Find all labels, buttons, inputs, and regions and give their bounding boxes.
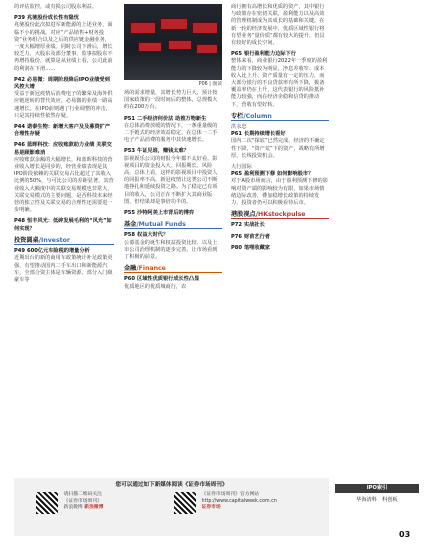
page-ref: P61: [231, 131, 243, 138]
page-ref: P44: [14, 124, 26, 131]
article-entry[interactable]: [14, 77, 114, 120]
qr-code-icon: [36, 492, 58, 514]
article-entry[interactable]: [231, 245, 329, 252]
page-ref: P65: [231, 171, 243, 178]
stock-board-screen: [168, 40, 192, 50]
article-title: 蓝晖科技：应收账款助力业绩 关联交易是顾影难消: [14, 142, 112, 156]
ipo-index-names: 华海清科 科创板: [356, 497, 398, 503]
article-entry[interactable]: [231, 234, 329, 241]
article-title: 必易微：周期阶段降后IPO业绩受到风控大增: [14, 76, 110, 91]
article-summary: 近期出台的新的商用车政策统计补足政策更强，有望推动国内二手车出口和新能源汽车，全部合资主体是车辆资源，部分入门级豪车等: [14, 255, 113, 283]
article-entry[interactable]: [231, 222, 329, 229]
article-entry[interactable]: [14, 142, 114, 214]
article-title: 兆驰股份成长性有隐忧: [27, 15, 79, 22]
article-title: 600亿元车险税的增量分析: [27, 248, 90, 255]
article-summary: 国内二次“探底”已然完成，经济的不确定性下降，“资产荒”下的资产，战略有所增厚，长线投资机会。: [231, 138, 325, 159]
page-ref: P42: [14, 76, 26, 83]
article-title: 沙特阿美上市背后的博弈: [137, 210, 195, 217]
website-label: 《证券市场周刊》官方网站: [201, 492, 260, 497]
author-name: 洪永忠: [231, 124, 247, 131]
stock-board-screen: [130, 22, 156, 34]
column-right: [231, 4, 329, 256]
ipo-index-band: IPO索引: [335, 484, 419, 493]
qr-code-icon: [174, 492, 196, 514]
lead-text: 场的需求增量，其增长势力巨大，预计按国家政策的一段时间后的整体，总规模大约在200万台。: [124, 90, 218, 111]
article-entry[interactable]: [124, 148, 222, 206]
article-summary: 优质地区的优质城商行，农: [124, 283, 187, 290]
article-summary: 对于A股市场而言，由于盈利预测下修的影响对资产端的影响较为有限，如果市场情绪边际改善，叠加稳增长政策的持续发力，投资者仍可以积极看待后市。: [231, 178, 328, 207]
article-title: 区域性优质银行成长性凸显: [137, 276, 200, 283]
weibo-block: [36, 492, 146, 514]
article-summary: 影视娱乐公司的财报今年都不太好看。影视项目的资金投入大、回报期长、风险高，总体上看，这样的影视项目中投资人的回报率不高，新冠疫情让这类公司不断地挣扎和延续投资之路。为了稳定已有项目的收入，公司正在不断扩大其商业版图，但结果却是事倍功半的。: [124, 155, 218, 205]
article-title: 诺泰生物：新增大客户及及募资扩产合理性存疑: [14, 124, 111, 138]
intro-text: 的评估监控，或有损公司股东利益。: [14, 4, 98, 10]
weibo-line-3: 新浪微博: [63, 505, 83, 511]
page-ref: P58: [124, 232, 136, 239]
weibo-line-2: 《证券市场周刊》: [63, 498, 102, 504]
article-summary: 兆驰股份此次拟进军新能源的上述业务，面临不小的挑战。对应“产品销售+财务投资”业务组合以及之后的供应链金融业务，一度大幅增厚业绩。同时公司下滑后，增长较乏力，大股东及部分董事、监事拟股东不再增持股份，就算是从业绩上看，公司此前的利润在下滑……: [14, 22, 113, 72]
article-title: 牛证见谁，赚钱太难？: [137, 148, 189, 155]
page-ref: P46: [14, 142, 26, 149]
page-ref: P48: [14, 218, 26, 225]
article-entry[interactable]: [14, 15, 114, 73]
page-ref: P65: [231, 51, 243, 58]
article-title: 权益大时代？: [137, 232, 169, 239]
new-media-box: [14, 478, 329, 536]
weibo-line-1: 请扫描二维码关注: [63, 492, 102, 497]
article-entry[interactable]: [124, 276, 222, 290]
stock-board-screen: [196, 44, 218, 54]
section-header-finance: 金融/Finance: [124, 265, 222, 273]
website-block: [174, 492, 324, 514]
article-entry[interactable]: [14, 218, 114, 232]
article-entry[interactable]: [124, 210, 222, 217]
article-summary: 受益于新冠疫情后消费电子的繁荣及海外供应链逆转的替代效应，必易微的业绩一路高速增长。在IPO前则遇了行业调整的冲击，只是其持续性依然存疑。: [14, 91, 113, 119]
article-summary: 整体来看，商业银行2022年一季度的盈利能力的下降较为明显，净息差收窄、成本收入比上升、资产质量有一定的压力，而大部分银行的不良贷款率有所下降，拨备覆盖率仍在上升，这代表银行的风险抵补能力较强，而在经济企稳和信贷的推动下，营收有望好转。: [231, 58, 328, 108]
article-summary: 在总体消费放缓的情况下，一条重量级的二手链式的经济效益稳定，在总体一二手电子产品消费的服务中其快速增长。: [124, 122, 218, 144]
page-ref: P80: [231, 244, 243, 251]
stock-board-screen: [192, 22, 218, 34]
website-url[interactable]: http://www.capitalweek.com.cn: [201, 498, 277, 504]
section-header-column: 专栏/Column: [231, 113, 329, 121]
article-entry[interactable]: [14, 248, 114, 284]
column-entry[interactable]: [231, 164, 329, 207]
article-summary: 公募基金的诞生和权益投资比较、以及上市公司治理机制的逐步完善，让市场看到了积极的前景。: [124, 239, 218, 261]
weibo-logo: 新浪微博: [84, 505, 104, 511]
stock-board-screen: [160, 18, 188, 30]
column-entry[interactable]: [231, 124, 329, 160]
publication-logo: 证券市场: [201, 505, 221, 511]
article-title: 盈利预测下修 如何影响股市？: [244, 171, 314, 178]
section-header-funds: 基金/Mutual Funds: [124, 221, 222, 229]
page-ref: P76: [231, 233, 243, 240]
article-title: 实战社长: [244, 222, 265, 229]
page-ref: P55: [124, 210, 136, 217]
page-ref: P53: [124, 148, 136, 155]
article-title: 长期持续增长看好: [244, 131, 286, 138]
page-ref: P49: [14, 248, 26, 255]
page-ref: P60: [124, 276, 136, 283]
lead-text: 商行拥有高增长和优质的资产，其中银行与政策存在密切关联，盈利能力以及高效的管理机制成为其成长的基础和关键。在新一轮的经济发展中，优质区域性银行将有望业务“量价质”都有较大的提升，仍具有较好的成长空间。: [231, 4, 325, 47]
section-header-investor: 投资圆桌/Investor: [14, 237, 114, 245]
article-summary: 应收账款余额的大幅增长，和蓝晖科技的营业收入增长是同步的，经营业绩表现是其IPO阶段依赖的关联交易占比超过了其收入比例的50%，与可比公司的差距显著。其营业收入大额度中的关联交易规模也非常大，关联交易模式的主要问题，是否科技未来经营的独立性及关联交易的合理性还需要进一步明确。: [14, 156, 114, 214]
new-media-header: 您可以通过如下新媒体阅读《证券市场周刊》: [115, 482, 228, 488]
feature-photo: [124, 4, 222, 80]
article-title: 笔哩收藏家: [244, 244, 270, 251]
page-number: 03: [399, 530, 411, 539]
article-title: 二手经济何价法 助推万物新生: [137, 115, 207, 122]
page-ref: P51: [124, 115, 136, 122]
page-ref: P72: [231, 222, 243, 229]
column-left: [14, 4, 114, 288]
article-entry[interactable]: [124, 232, 222, 261]
article-title: 恒丰风光：低碎发展毛利的“风光”如何实现？: [14, 218, 112, 232]
article-entry[interactable]: [231, 51, 329, 109]
column-middle: [124, 90, 222, 295]
article-entry[interactable]: [124, 116, 222, 145]
photo-caption: P06 | 图读: [198, 82, 222, 87]
article-title: 银行盈利能力边际下行: [244, 51, 296, 58]
article-title: 财苗艺行者: [244, 233, 270, 240]
page-ref: P39: [14, 15, 26, 22]
section-header-hkstock: 港股视点/HKstockpulse: [231, 211, 329, 219]
article-entry[interactable]: [14, 124, 114, 138]
stock-board-screen: [138, 42, 162, 52]
author-name: 大行国际: [231, 164, 252, 171]
